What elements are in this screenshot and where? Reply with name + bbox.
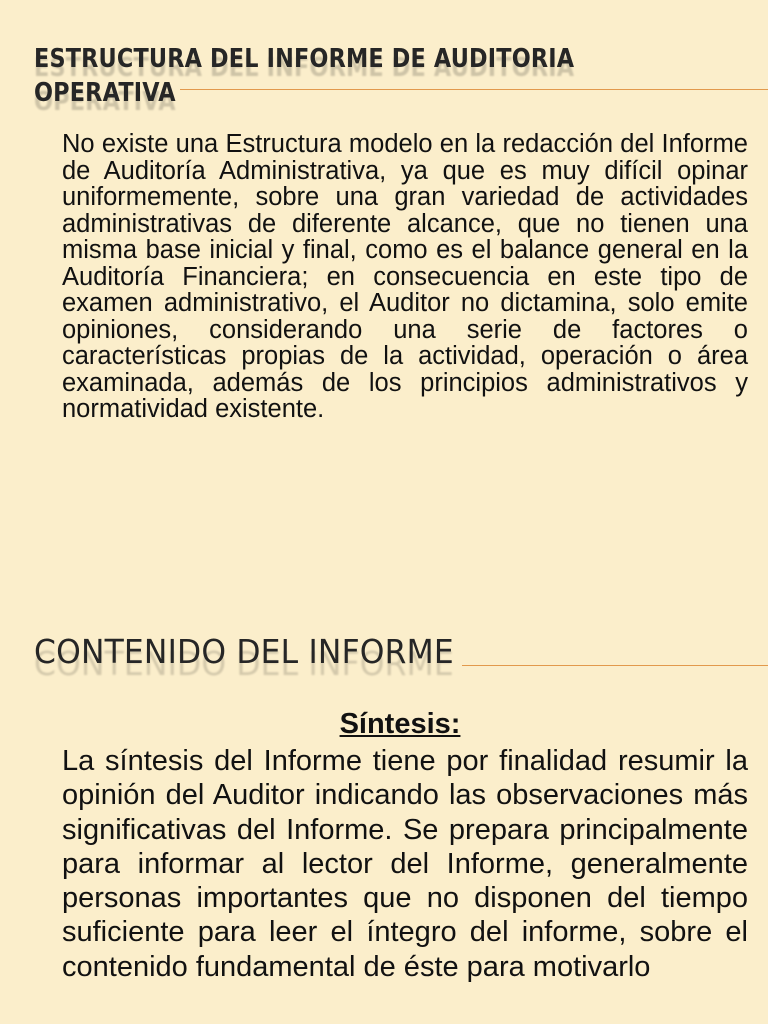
section-subheading: Síntesis:: [339, 708, 461, 740]
slide-title: CONTENIDO DEL INFORME: [34, 632, 454, 671]
title-underline-rule: [180, 89, 768, 90]
slide-body-text: La síntesis del Informe tiene por finalidad resumir la opinión del Auditor indicando las observaciones más significativas del Informe. Se prepara principalmente para informar al lector del Informe, generalmente personas importantes que no disponen del tiempo suficiente para leer el íntegro del informe, sobre el contenido fundamental de éste para motivarlo: [62, 745, 748, 983]
slide-title: ESTRUCTURA DEL INFORME DE AUDITORIA OPERATIVA: [34, 44, 575, 108]
slide-body-text: No existe una Estructura modelo en la redacción del Informe de Auditoría Administrativa, ya que es muy difícil opinar uniformemente, sobre una gran variedad de actividades administrativas de diferente alcance, que no tienen una misma base inicial y final, como es el balance general en la Auditoría Financiera; en consecuencia en este tipo de examen administrativo, el Auditor no dictamina, solo emite opiniones, considerando una serie de factores o características propias de la actividad, operación o área examinada, además de los principios administrativos y normatividad existente.: [62, 130, 748, 423]
slide-contenido: [0, 576, 768, 1024]
title-underline-rule: [462, 665, 768, 666]
